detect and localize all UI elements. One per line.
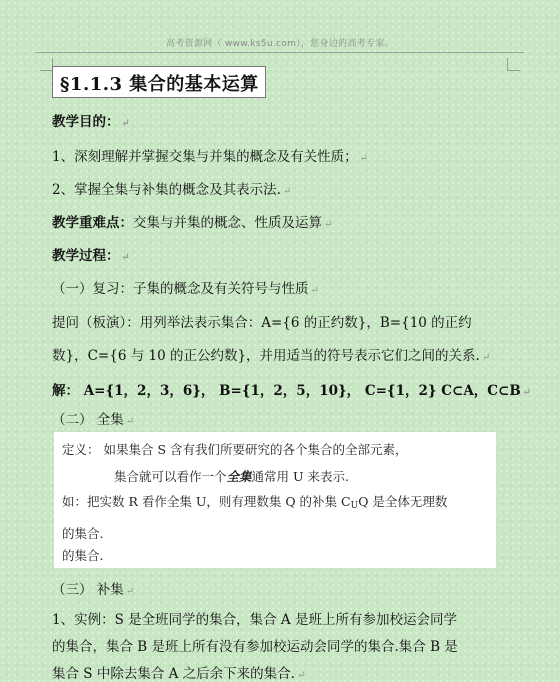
review-line: （一）复习：子集的概念及有关符号与性质 ↵ <box>52 281 319 297</box>
definition-line-2: 集合就可以看作一个全集通常用 U 来表示. <box>114 469 349 484</box>
definition-box <box>54 432 496 568</box>
header-divider <box>36 52 524 53</box>
question-line-1: 提问（板演）：用列举法表示集合：A={6 的正约数}，B={10 的正约 <box>52 315 472 331</box>
example-line-1: 如：把实数 R 看作全集 U，则有理数集 Q 的补集 $C_UQ$ 是全体无理数 <box>62 494 448 511</box>
example-text-3: 集合 S 中除去集合 A 之后余下来的集合. ↵ <box>52 666 306 682</box>
section-complement: （三） 补集 ↵ <box>52 582 135 598</box>
objectives-heading: 教学目的： ↵ <box>52 114 130 130</box>
example-line-2: 的集合. <box>62 526 104 541</box>
example-line-3: 的集合. <box>62 548 104 563</box>
section-universal-set: （二） 全集 ↵ <box>52 412 135 428</box>
key-points: 教学重难点：交集与并集的概念、性质及运算 ↵ <box>52 215 333 231</box>
definition-line-1: 定义： 如果集合 S 含有我们所要研究的各个集合的全部元素， <box>62 442 408 457</box>
page-header-text: 高考资源网（ www.ks5u.com），您身边的高考专家。 <box>166 39 394 49</box>
question-line-2: 数}，C={6 与 10 的正公约数}，并用适当的符号表示它们之间的关系. ↵ <box>52 348 491 364</box>
example-text-1: 1、实例：S 是全班同学的集合，集合 A 是班上所有参加校运会同学 <box>52 612 457 628</box>
solution-line: 解： A={1，2，3，6}， B={1，2，5，10}， C={1，2} C⊂A，C⊂B ↵ <box>52 383 532 399</box>
process-heading: 教学过程： ↵ <box>52 248 130 264</box>
objective-1: 1、深刻理解并掌握交集与并集的概念及有关性质； ↵ <box>52 149 368 165</box>
example-text-2: 的集合，集合 B 是班上所有没有参加校运动会同学的集合.集合 B 是 <box>52 639 458 655</box>
objective-2: 2、掌握全集与补集的概念及其表示法. ↵ <box>52 182 292 198</box>
margin-corner-right <box>507 58 520 71</box>
section-title: §1.1.3 集合的基本运算 <box>60 74 259 95</box>
